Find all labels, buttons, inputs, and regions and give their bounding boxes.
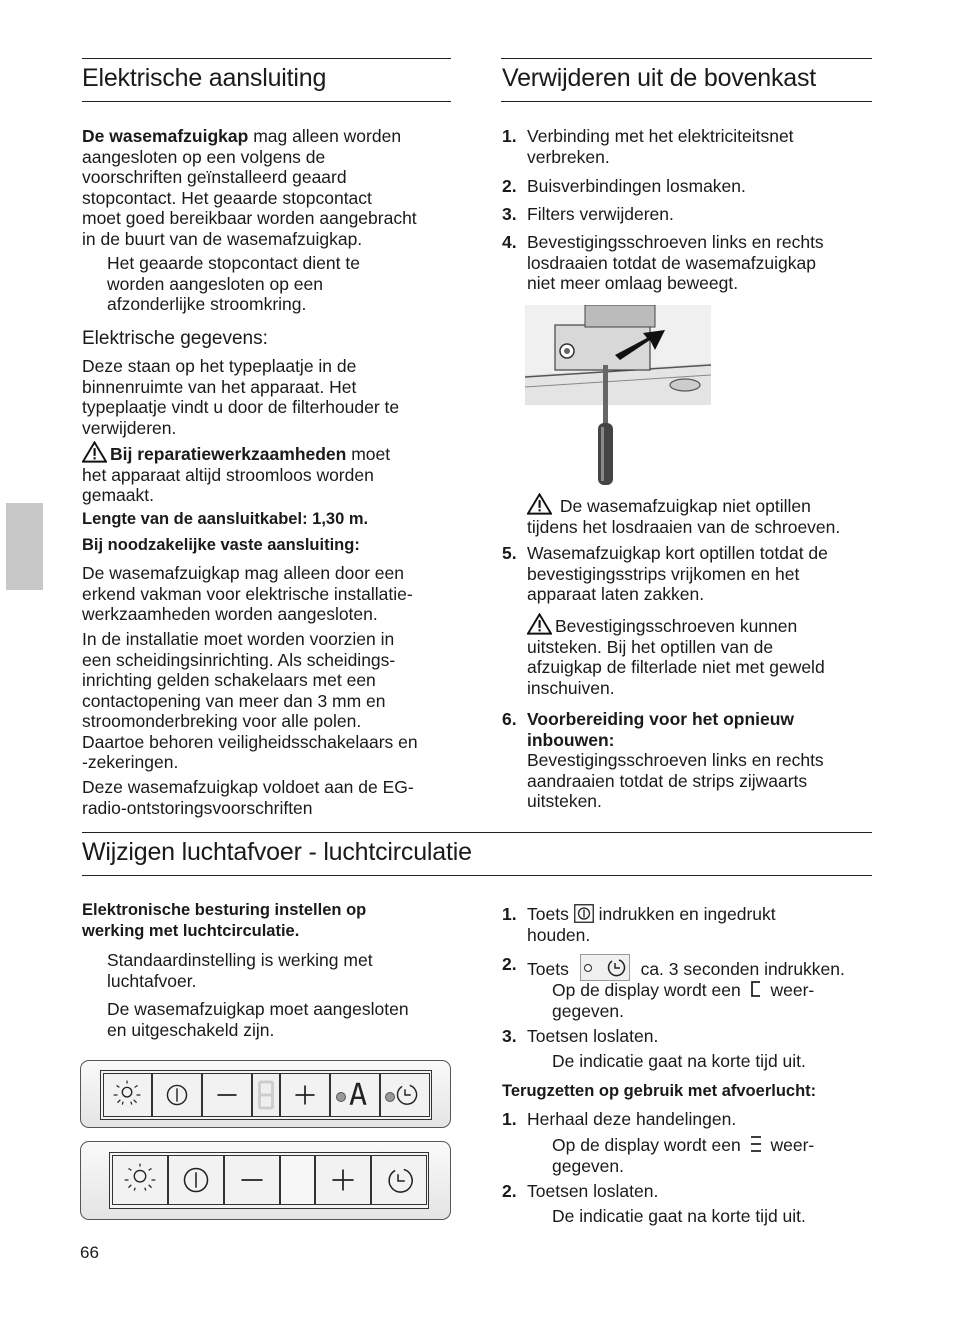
step-number: 3. <box>502 1026 517 1046</box>
text-line: tijdens het losdraaien van de schroeven. <box>527 516 841 537</box>
light-button[interactable] <box>103 1073 152 1117</box>
plus-icon <box>316 1156 370 1204</box>
display-note-circulation <box>552 980 814 1021</box>
warning-screws <box>527 613 825 698</box>
text-line: weer- <box>770 980 815 1000</box>
text-line: en uitgeschakeld zijn. <box>107 1019 275 1040</box>
text-line: moet <box>351 444 391 464</box>
fixed-connection-heading: Bij noodzakelijke vaste aansluiting: <box>82 536 360 554</box>
text-line: Elektronische besturing instellen op <box>82 901 367 919</box>
text-line: Op de display wordt een <box>552 980 741 1000</box>
reset-step-1: Herhaal deze handelingen. <box>527 1109 737 1129</box>
control-panel-basic <box>80 1141 451 1220</box>
light-icon <box>113 1156 167 1204</box>
step-number: 1. <box>502 1109 517 1129</box>
timer-button[interactable] <box>380 1073 430 1117</box>
warning-icon <box>527 613 552 635</box>
power-button[interactable] <box>152 1073 202 1117</box>
light-icon <box>104 1074 151 1116</box>
step-number: 1. <box>502 904 517 924</box>
text-line: contactopening van meer dan 3 mm en <box>82 690 386 711</box>
step-3: Filters verwijderen. <box>527 204 674 224</box>
text-line: aangesloten op een volgens de <box>82 146 326 167</box>
text-line: Wasemafzuigkap kort optillen totdat de <box>527 543 828 563</box>
control-panel-display <box>80 1060 451 1128</box>
blank-display <box>280 1155 315 1205</box>
display-note-exhaust <box>552 1135 814 1176</box>
bold-lead: Bij reparatiewerkzaamheden <box>110 444 347 464</box>
text-line: worden aangesloten op een <box>107 273 324 294</box>
text-line: inbouwen: <box>527 729 615 750</box>
text-line: Verbinding met het elektriciteitsnet <box>527 126 794 146</box>
text-line: gemaakt. <box>82 485 154 505</box>
heading-rule-top <box>82 58 451 59</box>
step-2: Buisverbindingen losmaken. <box>527 176 746 196</box>
heading-rule-top <box>82 832 872 833</box>
plus-button[interactable] <box>315 1155 371 1205</box>
heading-rule-top <box>501 58 872 59</box>
text-line: De wasemafzuigkap mag alleen door een <box>82 563 404 583</box>
text-line: binnenruimte van het apparaat. Het <box>82 376 357 397</box>
page-number: 66 <box>80 1243 99 1262</box>
text-line: Deze wasemafzuigkap voldoet aan de EG- <box>82 777 414 797</box>
step-number: 2. <box>502 954 517 974</box>
minus-icon <box>225 1156 279 1204</box>
text-line: voorschriften geïnstalleerd geaard <box>82 167 347 187</box>
text-line: -zekeringen. <box>82 752 179 772</box>
timer-button[interactable] <box>371 1155 427 1205</box>
heading-rule-bottom <box>501 101 872 102</box>
step-number: 2. <box>502 176 517 196</box>
air-step-2 <box>527 954 845 981</box>
step-number: 4. <box>502 232 517 252</box>
step-number: 6. <box>502 709 517 729</box>
text-line: uitsteken. <box>527 791 602 811</box>
text-line: stroomonderbreking voor alle polen. <box>82 711 362 731</box>
section-title-air-mode: Wijzigen luchtafvoer - luchtcirculatie <box>82 838 472 866</box>
plus-button[interactable] <box>280 1073 330 1117</box>
text-line: losdraaien totdat de wasemafzuigkap <box>527 252 816 273</box>
display-c-icon <box>750 980 762 998</box>
cable-length: Lengte van de aansluitkabel: 1,30 m. <box>82 510 369 528</box>
timer-key-icon <box>580 954 630 981</box>
text-line: verwijderen. <box>82 417 177 438</box>
text-line: radio-ontstoringsvoorschriften <box>82 797 313 818</box>
minus-button[interactable] <box>224 1155 280 1205</box>
screwdriver-illustration <box>525 305 711 487</box>
light-button[interactable] <box>112 1155 168 1205</box>
paragraph-isolator <box>82 629 418 773</box>
air-step-3: Toetsen loslaten. <box>527 1026 659 1046</box>
paragraph-typeplate <box>82 356 399 438</box>
step-4 <box>527 232 824 294</box>
connected-note <box>107 999 409 1040</box>
display-letter: A <box>349 1078 368 1113</box>
text-line: Het geaarde stopcontact dient te <box>107 253 360 273</box>
text-line: een scheidingsinrichting. Als scheidings- <box>82 649 396 670</box>
minus-button[interactable] <box>202 1073 252 1117</box>
text-line: gegeven. <box>552 1155 625 1176</box>
text-line: stopcontact. Het geaarde stopcontact <box>82 187 372 208</box>
text-line: afzonderlijke stroomkring. <box>107 294 307 314</box>
text-line: indrukken en ingedrukt <box>598 904 776 924</box>
text-line: erkend vakman voor elektrische installatie- <box>82 583 413 604</box>
text-line: Bevestigingsschroeven links en rechts <box>527 750 824 770</box>
indicator-off-note: De indicatie gaat na korte tijd uit. <box>552 1206 806 1226</box>
text-line: werking met luchtcirculatie. <box>82 922 300 940</box>
warning-repair <box>82 441 390 506</box>
heading-rule-bottom <box>82 875 872 876</box>
bold-lead: De wasemafzuigkap <box>82 126 249 146</box>
step-number: 3. <box>502 204 517 224</box>
step-number: 2. <box>502 1181 517 1201</box>
text-line: In de installatie moet worden voorzien in <box>82 629 395 649</box>
power-button[interactable] <box>168 1155 224 1205</box>
step-5 <box>527 543 828 605</box>
text-line: inschuiven. <box>527 677 615 698</box>
text-line: Bevestigingsschroeven kunnen <box>555 616 798 636</box>
reset-heading: Terugzetten op gebruik met afvoerlucht: <box>502 1082 817 1100</box>
heading-rule-bottom <box>82 101 451 102</box>
plus-icon <box>281 1074 329 1116</box>
text-line: werkzaamheden worden aangesloten. <box>82 604 378 624</box>
text-line: Standaardinstelling is werking met <box>107 950 373 970</box>
level-display <box>252 1073 280 1117</box>
paragraph-socket <box>107 253 360 315</box>
power-icon <box>169 1156 223 1204</box>
text-line: mag alleen worden <box>253 126 402 146</box>
text-line: De wasemafzuigkap moet aangesloten <box>107 999 409 1019</box>
step-number: 1. <box>502 126 517 146</box>
timer-icon <box>381 1074 429 1116</box>
warning-no-lift <box>527 493 840 537</box>
text-line: Bevestigingsschroeven links en rechts <box>527 232 824 252</box>
text-line: niet meer omlaag beweegt. <box>527 273 739 293</box>
indicator-led <box>336 1092 346 1102</box>
mode-display <box>330 1073 380 1117</box>
text-line: houden. <box>527 924 591 945</box>
text-line: weer- <box>770 1135 815 1155</box>
warning-icon <box>527 493 552 515</box>
text-line: in de buurt van de wasemafzuigkap. <box>82 228 363 249</box>
paragraph-intro <box>82 126 417 249</box>
text-line: bevestigingsstrips vrijkomen en het <box>527 563 800 584</box>
text-line: moet goed bereikbaar worden aangebracht <box>82 208 417 228</box>
step-number: 5. <box>502 543 517 563</box>
reset-step-2: Toetsen loslaten. <box>527 1181 659 1201</box>
chapter-tab <box>6 503 43 590</box>
paragraph-expert <box>82 563 413 625</box>
display-e-icon <box>750 1135 762 1153</box>
text-line: luchtafvoer. <box>107 970 197 991</box>
paragraph-eg <box>82 777 414 818</box>
text-line: inrichting gelden schakelaars met een <box>82 670 376 690</box>
text-line: Daartoe behoren veiligheidsschakelaars en <box>82 731 418 752</box>
air-step-1 <box>527 904 776 945</box>
text-line: gegeven. <box>552 1000 625 1021</box>
text-line: afzuigkap de filterlade niet met geweld <box>527 657 825 677</box>
text-line: apparaat laten zakken. <box>527 584 705 604</box>
power-icon <box>153 1074 201 1116</box>
text-line: De wasemafzuigkap niet optillen <box>559 496 811 516</box>
minus-icon <box>203 1074 251 1116</box>
text-line: typeplaatje vindt u door de filterhouder te <box>82 397 400 417</box>
text-line: ca. 3 seconden indrukken. <box>640 959 845 979</box>
electronic-control-heading <box>82 900 366 942</box>
step-1 <box>527 126 794 167</box>
text-line: verbreken. <box>527 146 610 167</box>
segment-display-icon <box>253 1074 279 1116</box>
timer-icon <box>372 1156 426 1204</box>
text-line: Deze staan op het typeplaatje in de <box>82 356 357 376</box>
subheading-electrical-data: Elektrische gegevens: <box>82 328 268 349</box>
text-line: Op de display wordt een <box>552 1135 741 1155</box>
warning-icon <box>82 441 107 463</box>
indicator-off-note: De indicatie gaat na korte tijd uit. <box>552 1051 806 1071</box>
step-6 <box>527 709 824 812</box>
text-line: het apparaat altijd stroomloos worden <box>82 464 374 485</box>
text-line: Toets <box>527 904 569 924</box>
power-key-icon <box>574 904 594 923</box>
section-title-electrical: Elektrische aansluiting <box>82 64 327 92</box>
section-title-removal: Verwijderen uit de bovenkast <box>502 64 817 92</box>
text-line: Toets <box>527 959 569 979</box>
text-line: aandraaien totdat de strips zijwaarts <box>527 770 808 791</box>
default-setting <box>107 950 373 991</box>
text-line: uitsteken. Bij het optillen van de <box>527 636 774 657</box>
text-line: Voorbereiding voor het opnieuw <box>527 709 795 729</box>
